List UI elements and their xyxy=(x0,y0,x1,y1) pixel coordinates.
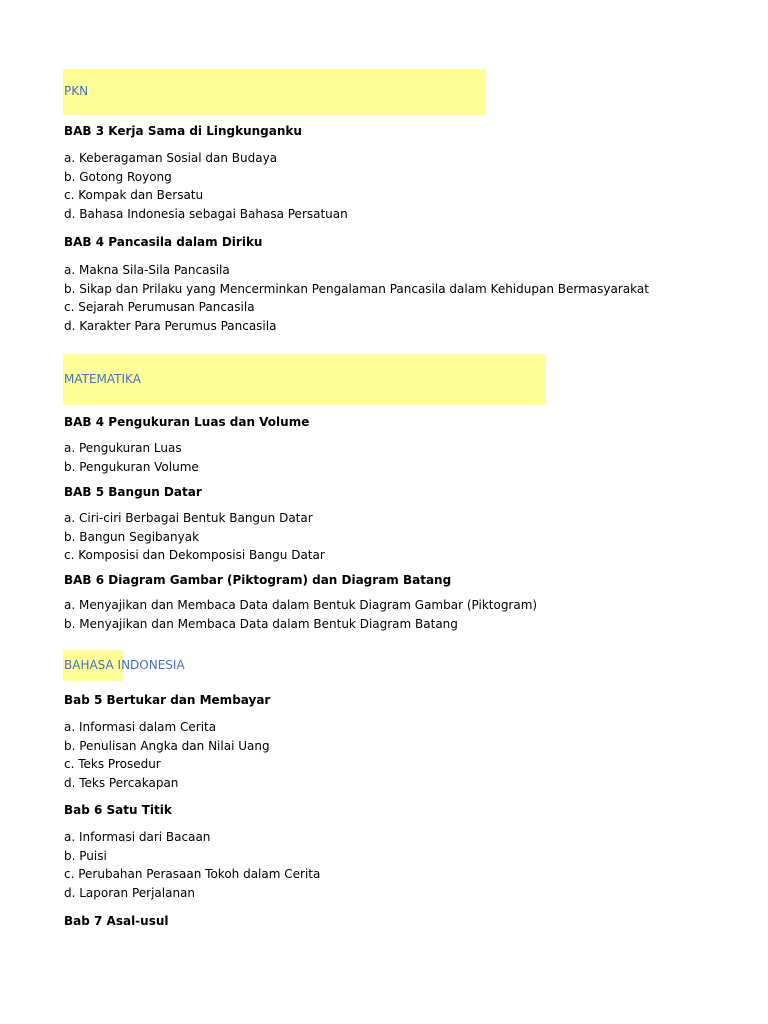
pkn-highlight-band xyxy=(63,69,486,115)
chapter-heading-pkn-bab4: BAB 4 Pancasila dalam Diriku xyxy=(64,235,263,249)
chapter-heading-bi-bab7: Bab 7 Asal-usul xyxy=(64,914,169,928)
chapter-list-bi-bab6 xyxy=(64,828,320,902)
list-item: c. Kompak dan Bersatu xyxy=(64,188,204,202)
list-item: c. Komposisi dan Dekomposisi Bangu Datar xyxy=(64,548,325,562)
chapter-list-bi-bab5 xyxy=(64,718,270,792)
list-item: a. Informasi dari Bacaan xyxy=(64,830,211,844)
chapter-list-pkn-bab3 xyxy=(64,149,348,223)
chapter-heading-mat-bab5: BAB 5 Bangun Datar xyxy=(64,485,202,499)
list-item: d. Teks Percakapan xyxy=(64,775,179,790)
list-item: c. Sejarah Perumusan Pancasila xyxy=(64,300,255,314)
chapter-list-mat-bab4 xyxy=(64,439,199,476)
list-item: b. Sikap dan Prilaku yang Mencerminkan Pengalaman Pancasila dalam Kehidupan Bermasyarakat xyxy=(64,281,649,296)
chapter-heading-mat-bab4: BAB 4 Pengukuran Luas dan Volume xyxy=(64,415,310,429)
chapter-list-pkn-bab4 xyxy=(64,261,649,335)
chapter-list-mat-bab5 xyxy=(64,509,325,565)
chapter-list-mat-bab6 xyxy=(64,596,537,633)
list-item: d. Bahasa Indonesia sebagai Bahasa Persatuan xyxy=(64,206,348,221)
chapter-heading-mat-bab6: BAB 6 Diagram Gambar (Piktogram) dan Diagram Batang xyxy=(64,573,452,587)
subject-title-matematika: MATEMATIKA xyxy=(64,372,141,386)
list-item: a. Pengukuran Luas xyxy=(64,441,182,455)
chapter-heading-bi-bab6: Bab 6 Satu Titik xyxy=(64,803,172,817)
list-item: d. Laporan Perjalanan xyxy=(64,885,196,900)
list-item: a. Ciri-ciri Berbagai Bentuk Bangun Datar xyxy=(64,511,313,525)
list-item: a. Makna Sila-Sila Pancasila xyxy=(64,263,230,277)
list-item: c. Perubahan Perasaan Tokoh dalam Cerita xyxy=(64,867,321,881)
list-item: b. Pengukuran Volume xyxy=(64,459,199,474)
chapter-heading-bi-bab5: Bab 5 Bertukar dan Membayar xyxy=(64,693,271,707)
list-item: c. Teks Prosedur xyxy=(64,757,161,771)
chapter-heading-pkn-bab3: BAB 3 Kerja Sama di Lingkunganku xyxy=(64,124,302,138)
subject-title-bahasa-indonesia: BAHASA INDONESIA xyxy=(64,658,185,672)
list-item: b. Gotong Royong xyxy=(64,169,172,184)
list-item: d. Karakter Para Perumus Pancasila xyxy=(64,318,277,333)
list-item: a. Menyajikan dan Membaca Data dalam Bentuk Diagram Gambar (Piktogram) xyxy=(64,598,538,612)
list-item: b. Bangun Segibanyak xyxy=(64,529,200,544)
list-item: a. Keberagaman Sosial dan Budaya xyxy=(64,151,278,165)
list-item: b. Penulisan Angka dan Nilai Uang xyxy=(64,738,270,753)
list-item: b. Puisi xyxy=(64,848,107,863)
list-item: b. Menyajikan dan Membaca Data dalam Bentuk Diagram Batang xyxy=(64,616,458,631)
subject-title-pkn: PKN xyxy=(64,84,89,98)
list-item: a. Informasi dalam Cerita xyxy=(64,720,217,734)
